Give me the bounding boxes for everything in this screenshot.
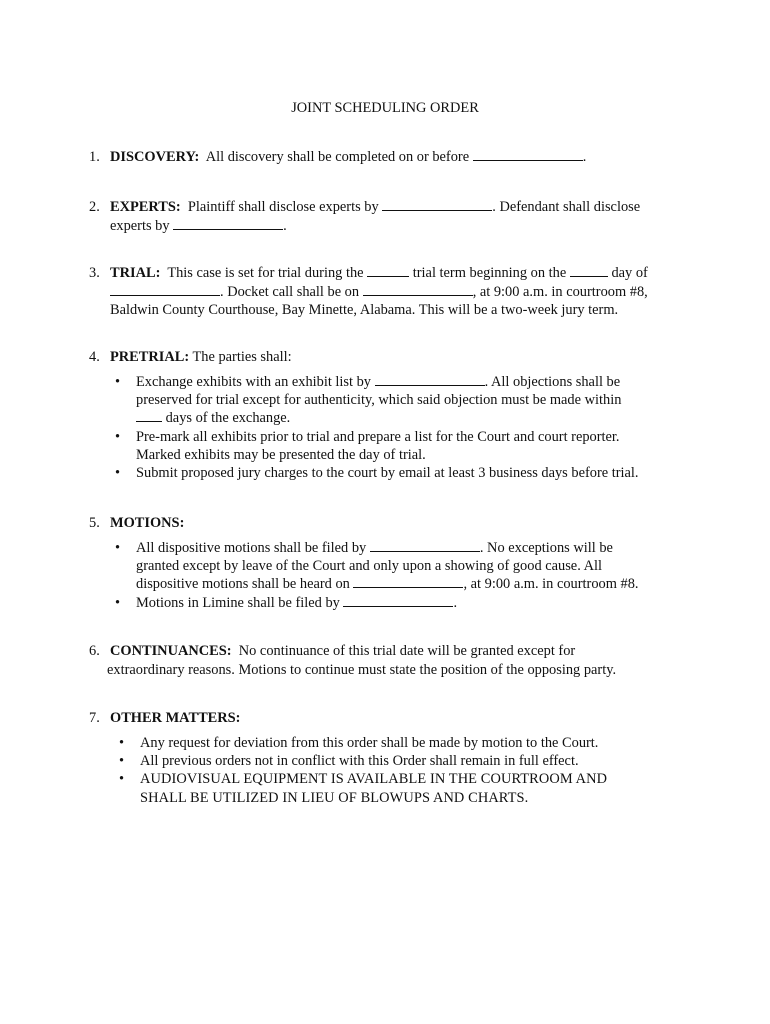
list-item: [113, 464, 673, 482]
section-continuances-line-2: extraordinary reasons. Motions to continue must state the position of the opposing party.: [107, 661, 617, 678]
section-text: This case is set for trial during the: [167, 265, 364, 281]
list-item: [113, 539, 673, 594]
section-pretrial: [89, 348, 689, 367]
section-number: 3.: [89, 265, 100, 281]
section-experts-line-2: [89, 217, 689, 236]
section-motions-line: [89, 514, 689, 533]
list-item-text: AUDIOVISUAL EQUIPMENT IS AVAILABLE IN THE COURTROOM AND: [140, 771, 608, 788]
section-heading: PRETRIAL:: [110, 349, 190, 365]
list-item: [117, 770, 677, 806]
section-text: . Defendant shall disclose: [492, 199, 641, 215]
list-item-text: Any request for deviation from this order shall be made by motion to the Court.: [140, 735, 599, 751]
section-discovery-line: [89, 148, 689, 167]
section-number: 7.: [89, 710, 100, 726]
section-heading: TRIAL:: [110, 265, 161, 281]
bullet-icon: •: [115, 594, 121, 611]
section-other-matters-line: [89, 709, 689, 728]
section-trial-line-2: [89, 283, 689, 302]
bullet-icon: •: [115, 465, 121, 482]
list-item-text: , at 9:00 a.m. in courtroom #8.: [463, 576, 639, 593]
section-experts: [89, 198, 689, 235]
list-item-text: All previous orders not in conflict with this Order shall remain in full effect.: [140, 753, 579, 770]
section-text: No continuance of this trial date will be granted except for: [238, 643, 576, 659]
list-item: [113, 373, 673, 428]
bullet-icon: •: [115, 428, 121, 445]
list-item-text: . All objections shall be: [484, 374, 621, 390]
section-number: 2.: [89, 199, 100, 215]
section-text: The parties shall:: [192, 349, 292, 365]
section-number: 4.: [89, 349, 100, 365]
list-item: [113, 428, 673, 464]
blank-line[interactable]: [136, 409, 162, 422]
bullet-icon: •: [115, 540, 121, 556]
bullet-icon: •: [119, 735, 125, 751]
blank-line[interactable]: [110, 283, 220, 296]
motions-list: [113, 539, 673, 612]
list-item: [113, 594, 673, 612]
section-heading: CONTINUANCES:: [110, 643, 232, 659]
list-item: [117, 752, 677, 770]
blank-line[interactable]: [473, 148, 583, 161]
section-number: 6.: [89, 643, 100, 659]
list-item-text: . No exceptions will be: [479, 540, 613, 556]
section-text: , at 9:00 a.m. in courtroom #8,: [472, 283, 648, 300]
blank-line[interactable]: [367, 264, 409, 277]
section-trial-line-1: [89, 264, 689, 283]
section-trial-line-3: Baldwin County Courthouse, Bay Minette, Alabama. This will be a two-week jury term.: [110, 302, 619, 318]
blank-line[interactable]: [375, 373, 485, 386]
section-continuances-line-1: [89, 642, 689, 661]
list-item-text: preserved for trial except for authenticity, which said objection must be made within: [136, 392, 622, 409]
section-text: trial term beginning on the: [412, 265, 567, 281]
pretrial-list: [113, 373, 673, 482]
list-item-text: granted except by leave of the Court and only upon a showing of good cause. All: [136, 558, 602, 575]
blank-line[interactable]: [363, 283, 473, 296]
section-number: 1.: [89, 149, 100, 165]
blank-line[interactable]: [343, 594, 453, 607]
list-item-text: days of the exchange.: [165, 410, 291, 427]
list-item-text: dispositive motions shall be heard on: [136, 576, 350, 593]
section-heading: DISCOVERY:: [110, 149, 200, 165]
list-item-text: Motions in Limine shall be filed by: [136, 594, 340, 611]
section-text: Plaintiff shall disclose experts by: [187, 199, 379, 215]
blank-line[interactable]: [382, 198, 492, 211]
blank-line[interactable]: [370, 539, 480, 552]
section-trial: [89, 264, 689, 320]
list-item: [117, 734, 677, 752]
list-item-text: Exchange exhibits with an exhibit list by: [136, 374, 372, 390]
section-text: . Docket call shall be on: [220, 283, 360, 300]
list-item-text: SHALL BE UTILIZED IN LIEU OF BLOWUPS AND CHARTS.: [140, 789, 529, 806]
list-item-text: Marked exhibits may be presented the day of trial.: [136, 446, 426, 463]
section-experts-line-1: [89, 198, 689, 217]
section-text: .: [283, 217, 287, 234]
section-motions: [89, 514, 689, 533]
list-item-text: Submit proposed jury charges to the court by email at least 3 business days before trial.: [136, 465, 639, 482]
section-continuances: [89, 642, 689, 679]
other-matters-list: [117, 734, 677, 807]
list-item-text: All dispositive motions shall be filed by: [136, 540, 367, 556]
section-other-matters: [89, 709, 689, 728]
bullet-icon: •: [119, 771, 125, 788]
blank-line[interactable]: [173, 217, 283, 230]
section-text: day of: [611, 265, 648, 281]
blank-line[interactable]: [353, 575, 463, 588]
bullet-icon: •: [115, 374, 121, 390]
section-heading: MOTIONS:: [110, 515, 185, 531]
section-text: experts by: [110, 217, 170, 234]
list-item-text: .: [453, 594, 458, 611]
section-text: All discovery shall be completed on or before: [205, 149, 470, 165]
section-discovery: [89, 148, 689, 167]
blank-line[interactable]: [570, 264, 608, 277]
list-item-text: Pre-mark all exhibits prior to trial and prepare a list for the Court and court reporter.: [136, 428, 620, 445]
bullet-icon: •: [119, 753, 125, 770]
section-heading: OTHER MATTERS:: [110, 710, 241, 726]
section-heading: EXPERTS:: [110, 199, 181, 215]
document-title: JOINT SCHEDULING ORDER: [291, 100, 479, 116]
section-text: .: [582, 149, 587, 165]
section-number: 5.: [89, 515, 100, 531]
section-pretrial-line: [89, 348, 689, 367]
